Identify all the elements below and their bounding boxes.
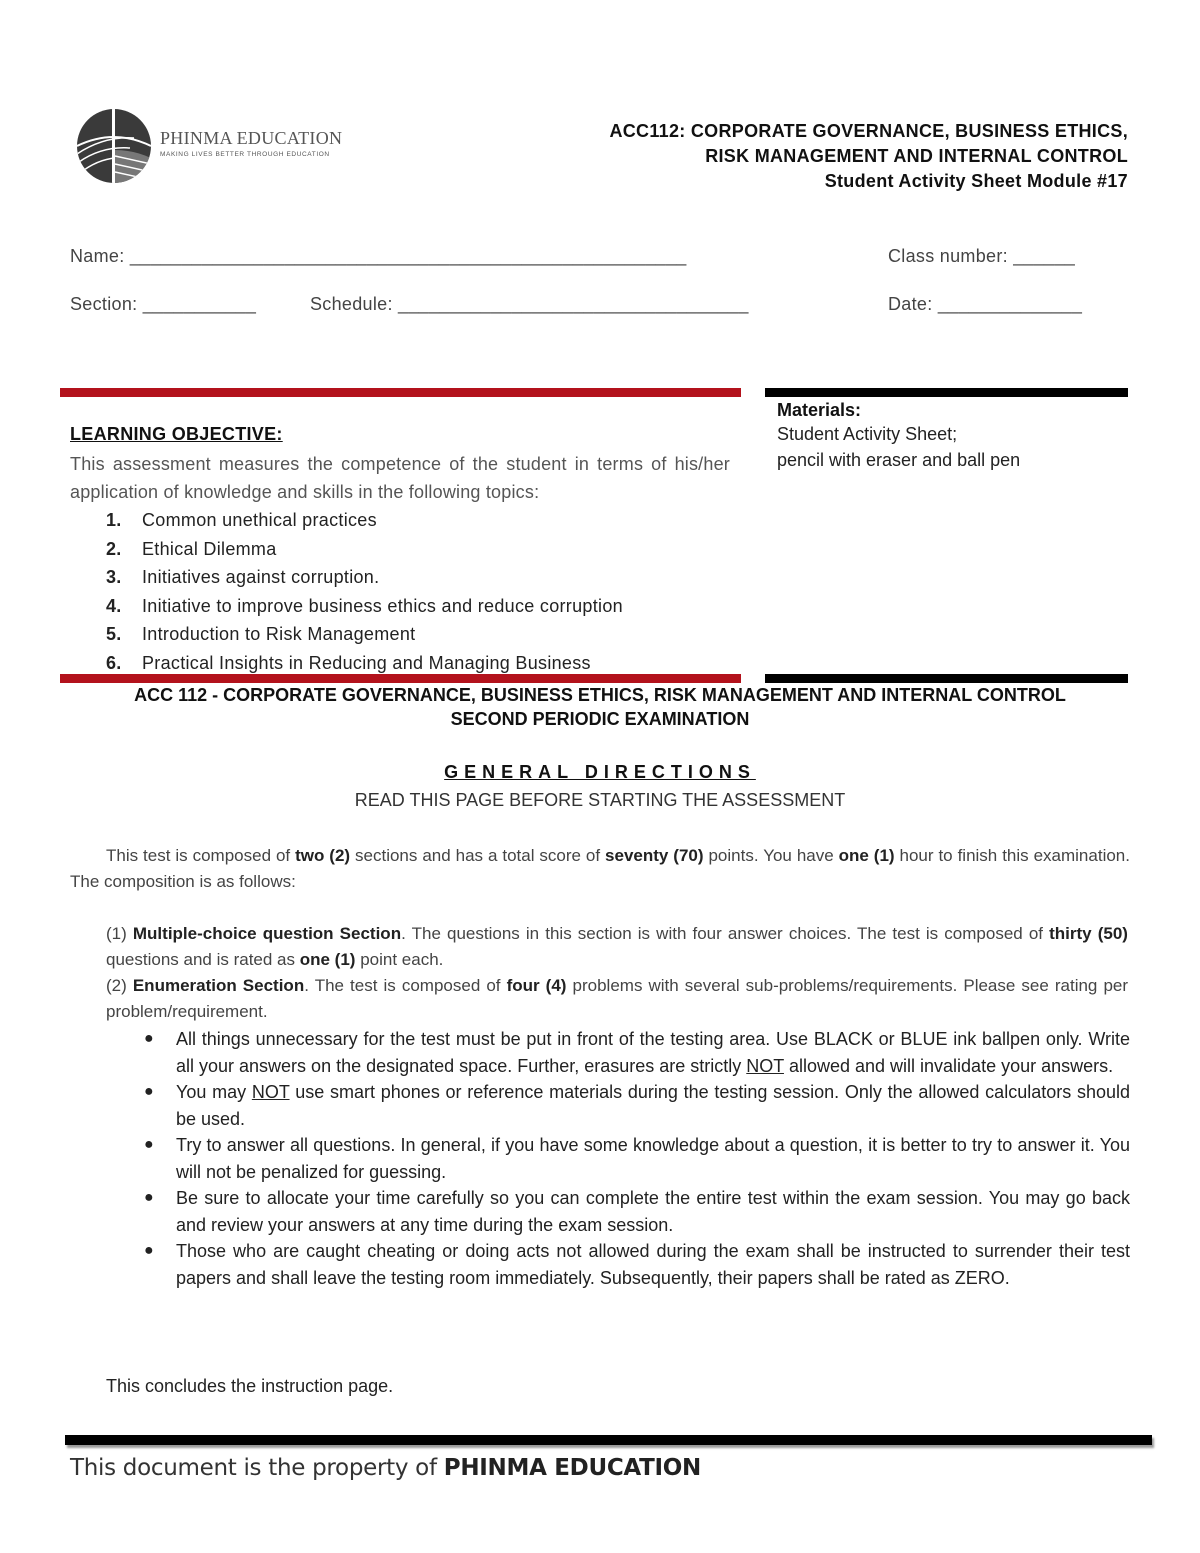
objective-top-divider — [60, 388, 741, 397]
schedule-field[interactable]: Schedule: __________________________________ — [310, 294, 749, 314]
list-item: ● All things unnecessary for the test must be put in front of the testing area. Use BLACK or BLUE ink ballpen only. Write all your answers on the designated space. Further, erasures are strictly NOT allowed and will invalidate your answers. — [106, 1026, 1130, 1079]
footer-property-notice: This document is the property of PHINMA EDUCATION — [70, 1455, 701, 1481]
bullet-icon: ● — [144, 1189, 154, 1206]
materials-title: Materials: — [777, 400, 862, 420]
general-directions-subtitle: READ THIS PAGE BEFORE STARTING THE ASSESSMENT — [354, 790, 846, 810]
logo-name: PHINMA EDUCATION — [160, 128, 343, 148]
learning-objective-description: This assessment measures the competence of the student in terms of his/her application of knowledge and skills in the following topics: — [70, 454, 730, 502]
footer-divider — [65, 1435, 1152, 1445]
list-item: 5. Introduction to Risk Management — [106, 624, 416, 644]
materials-bottom-divider — [765, 674, 1128, 683]
section-1-description: (1) Multiple-choice question Section. The questions in this section is with four answer choices. The test is composed of thirty (50) questions and is rated as one (1) point each. — [106, 924, 1128, 969]
learning-objective-title: LEARNING OBJECTIVE: — [70, 424, 283, 444]
name-field[interactable]: Name: ______________________________________________________ — [70, 246, 687, 266]
section-field[interactable]: Section: ___________ — [70, 294, 257, 314]
conclusion-text: This concludes the instruction page. — [106, 1376, 394, 1396]
materials-line-2: pencil with eraser and ball pen — [777, 450, 1021, 470]
logo-tagline: MAKING LIVES BETTER THROUGH EDUCATION — [160, 151, 330, 158]
bullet-icon: ● — [144, 1083, 154, 1100]
objective-bottom-divider — [60, 674, 741, 683]
module-title: Student Activity Sheet Module #17 — [824, 171, 1128, 191]
learning-objective-list — [106, 506, 623, 677]
section-2-description: (2) Enumeration Section. The test is composed of four (4) problems with several sub-problems/requirements. Please see rating per problem/requirement. — [106, 976, 1129, 1021]
list-item: 1. Common unethical practices — [106, 510, 377, 530]
materials-line-1: Student Activity Sheet; — [777, 424, 958, 444]
course-title-line1: ACC112: CORPORATE GOVERNANCE, BUSINESS ETHICS, — [609, 121, 1128, 141]
class-number-field[interactable]: Class number: ______ — [888, 246, 1076, 266]
rules-bullet-list — [106, 1026, 1130, 1291]
list-item: ● Try to answer all questions. In general, if you have some knowledge about a question, it is better to try to answer it. You will not be penalized for guessing. — [106, 1132, 1130, 1185]
list-item: 4. Initiative to improve business ethics and reduce corruption — [106, 595, 623, 616]
list-item: 3. Initiatives against corruption. — [106, 567, 380, 587]
bullet-icon: ● — [144, 1030, 154, 1047]
list-item: ● Those who are caught cheating or doing acts not allowed during the exam shall be instructed to surrender their test papers and shall leave the testing room immediately. Subsequently, their papers shall be rated as ZERO. — [106, 1238, 1130, 1291]
course-title-line2: RISK MANAGEMENT AND INTERNAL CONTROL — [705, 146, 1128, 166]
general-directions-title: GENERAL DIRECTIONS — [444, 762, 756, 782]
exam-title: SECOND PERIODIC EXAMINATION — [450, 709, 750, 729]
phinma-logo — [74, 106, 343, 186]
exam-course-title: ACC 112 - CORPORATE GOVERNANCE, BUSINESS ETHICS, RISK MANAGEMENT AND INTERNAL CONTROL — [134, 685, 1066, 705]
list-item: ● Be sure to allocate your time carefully so you can complete the entire test within the exam session. You may go back and review your answers at any time during the exam session. — [106, 1185, 1130, 1238]
list-item: ● You may NOT use smart phones or reference materials during the testing session. Only the allowed calculators should be used. — [106, 1079, 1130, 1132]
list-item: 6. Practical Insights in Reducing and Managing Business — [106, 652, 591, 673]
materials-top-divider — [765, 388, 1128, 397]
phinma-globe-icon — [74, 106, 154, 186]
bullet-icon: ● — [144, 1242, 154, 1259]
directions-intro: This test is composed of two (2) sections and has a total score of seventy (70) points. You have one (1) hour to finish this examination. The composition is as follows: — [70, 846, 1130, 891]
list-item: 2. Ethical Dilemma — [106, 538, 277, 559]
date-field[interactable]: Date: ______________ — [888, 294, 1083, 314]
bullet-icon: ● — [144, 1136, 154, 1153]
